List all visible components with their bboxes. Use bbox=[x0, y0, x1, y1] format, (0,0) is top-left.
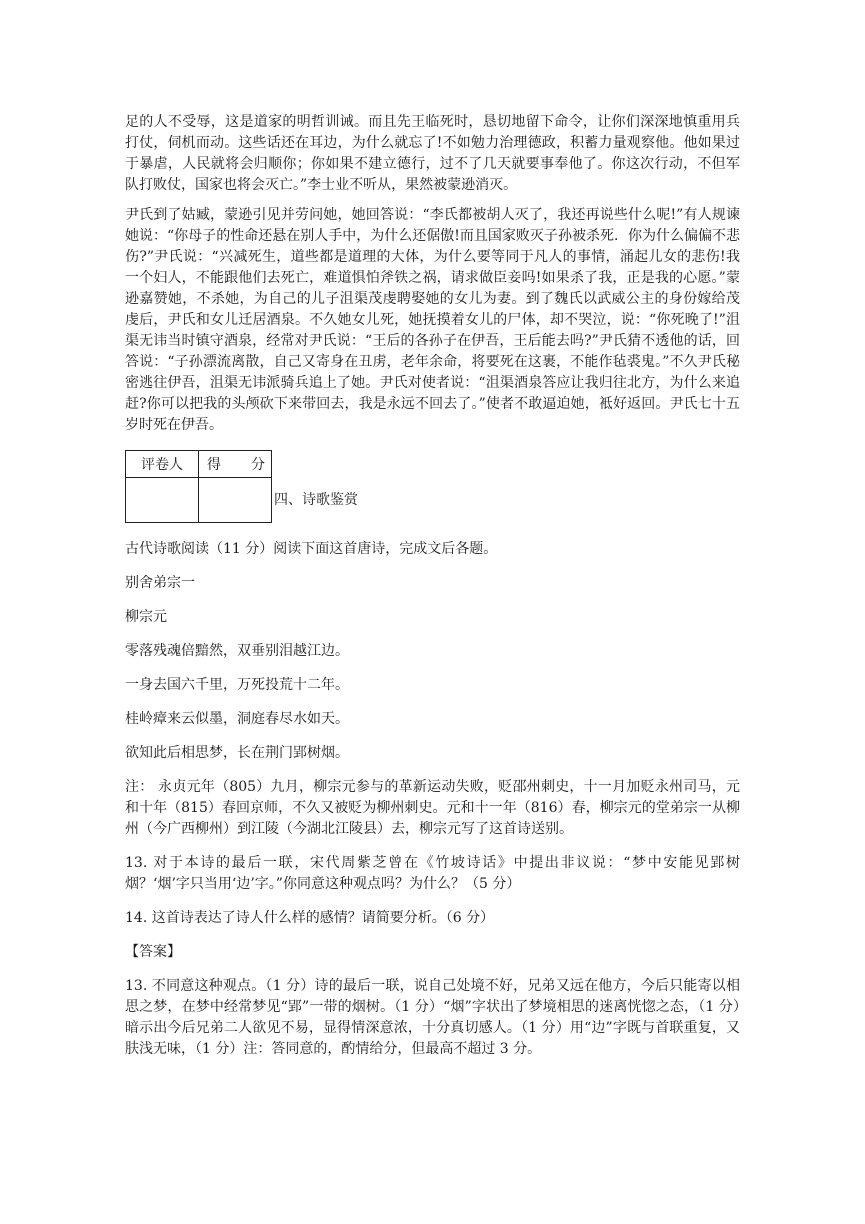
question-13: 13. 对于本诗的最后一联，宋代周紫芝曾在《竹坡诗话》中提出非议说：“梦中安能见郢树烟？‘烟’字只当用‘边’字。”你同意这种观点吗？为什么？（5 分） bbox=[125, 855, 740, 892]
poem-line: 零落残魂倍黯然，双垂别泪越江边。 bbox=[125, 643, 349, 659]
section-title: 四、诗歌鉴赏 bbox=[274, 492, 358, 508]
reviewer-cell[interactable] bbox=[126, 478, 199, 523]
poem-note: 注： 永贞元年（805）九月，柳宗元参与的革新运动失败，贬邵州刺史，十一月加贬永州司马，元和十年（815）春回京师，不久又被贬为柳州刺史。元和十一年（816）春，柳宗元的堂弟宗一从柳州（今广西柳州）到江陵（今湖北江陵县）去，柳宗元写了这首诗送别。 bbox=[125, 779, 740, 837]
answer-13: 13. 不同意这种观点。（1 分）诗的最后一联，说自己处境不好，兄弟又远在他方，今后只能寄以相思之梦，在梦中经常梦见“郢”一带的烟树。（1 分）“烟”字状出了梦境相思的迷离恍惚之态，（1 分）暗示出今后兄弟二人欲见不易，显得情深意浓，十分真切感人。（1 分）用“边”字既与首联重复，又肤浅无味，（1 分）注：答同意的，酌情给分，但最高不超过 3 分。 bbox=[125, 978, 740, 1057]
score-header-right: 分 bbox=[251, 457, 265, 473]
paragraph-translation-2: 尹氏到了姑臧，蒙逊引见并劳问她，她回答说：“李氏都被胡人灭了，我还再说些什么呢!”有人规谏她说：“你母子的性命还悬在别人手中，为什么还倨傲!而且国家败灭子孙被杀死．你为什么偏偏不悲伤?”尹氏说：“兴减死生，道些都是道理的大体，为什么要等同于凡人的事情，涌起儿女的悲伤!我一个妇人，不能跟他们去死亡，难道惧怕斧铁之祸，请求做臣妾吗!如果杀了我，正是我的心愿。”蒙逊嘉赞她，不杀她，为自己的儿子沮渠茂虔聘娶她的女儿为妻。到了魏氏以武威公主的身份嫁给茂虔后，尹氏和女儿迁居酒泉。不久她女儿死，她抚摸着女儿的尸体，却不哭泣，说：“你死晚了!”沮渠无讳当时镇守酒泉，经常对尹氏说：“王后的各孙子在伊吾，王后能去吗?”尹氏猜不透他的话，回答说：“子孙漂流离散，自己又寄身在丑虏，老年余命，将要死在这裹，不能作毡裘鬼。”不久尹氏秘密逃往伊吾，沮渠无讳派骑兵追上了她。尹氏对使者说：“沮渠酒泉答应让我归往北方，为什么来追赶?你可以把我的头颅砍下来带回去，我是永远不回去了。”使者不敢逼迫她，袛好返回。尹氏七十五岁时死在伊吾。 bbox=[125, 207, 740, 433]
score-section bbox=[125, 450, 740, 523]
poem-line: 桂岭瘴来云似墨，洞庭春尽水如天。 bbox=[125, 711, 349, 727]
score-header bbox=[199, 451, 272, 478]
reviewer-header: 评卷人 bbox=[126, 451, 199, 478]
score-table bbox=[125, 450, 272, 523]
paragraph-translation-1: 足的人不受辱，这是道家的明哲训诫。而且先王临死时，恳切地留下命令，让你们深深地慎重用兵打仗，伺机而动。这些话还在耳边，为什么就忘了!不如勉力治理德政，积蓄力量观察他。他如果过于暴虐，人民就将会归顺你；你如果不建立德行，过不了几天就要事奉他了。你这次行动，不但军队打败仗，国家也将会灭亡。”李士业不听从，果然被蒙逊消灭。 bbox=[125, 114, 740, 193]
document-page bbox=[125, 112, 740, 1060]
poem-intro: 古代诗歌阅读（11 分）阅读下面这首唐诗，完成文后各题。 bbox=[125, 541, 498, 557]
poem-line: 一身去国六千里，万死投荒十二年。 bbox=[125, 677, 349, 693]
score-cell[interactable] bbox=[199, 478, 272, 523]
answer-heading: 【答案】 bbox=[125, 944, 181, 960]
score-header-left: 得 bbox=[207, 457, 221, 473]
question-14: 14. 这首诗表达了诗人什么样的感情？请简要分析。（6 分） bbox=[125, 910, 495, 926]
poem-title: 别舍弟宗一 bbox=[125, 575, 195, 591]
poem-author: 柳宗元 bbox=[125, 609, 167, 625]
poem-line: 欲知此后相思梦，长在荆门郢树烟。 bbox=[125, 745, 349, 761]
